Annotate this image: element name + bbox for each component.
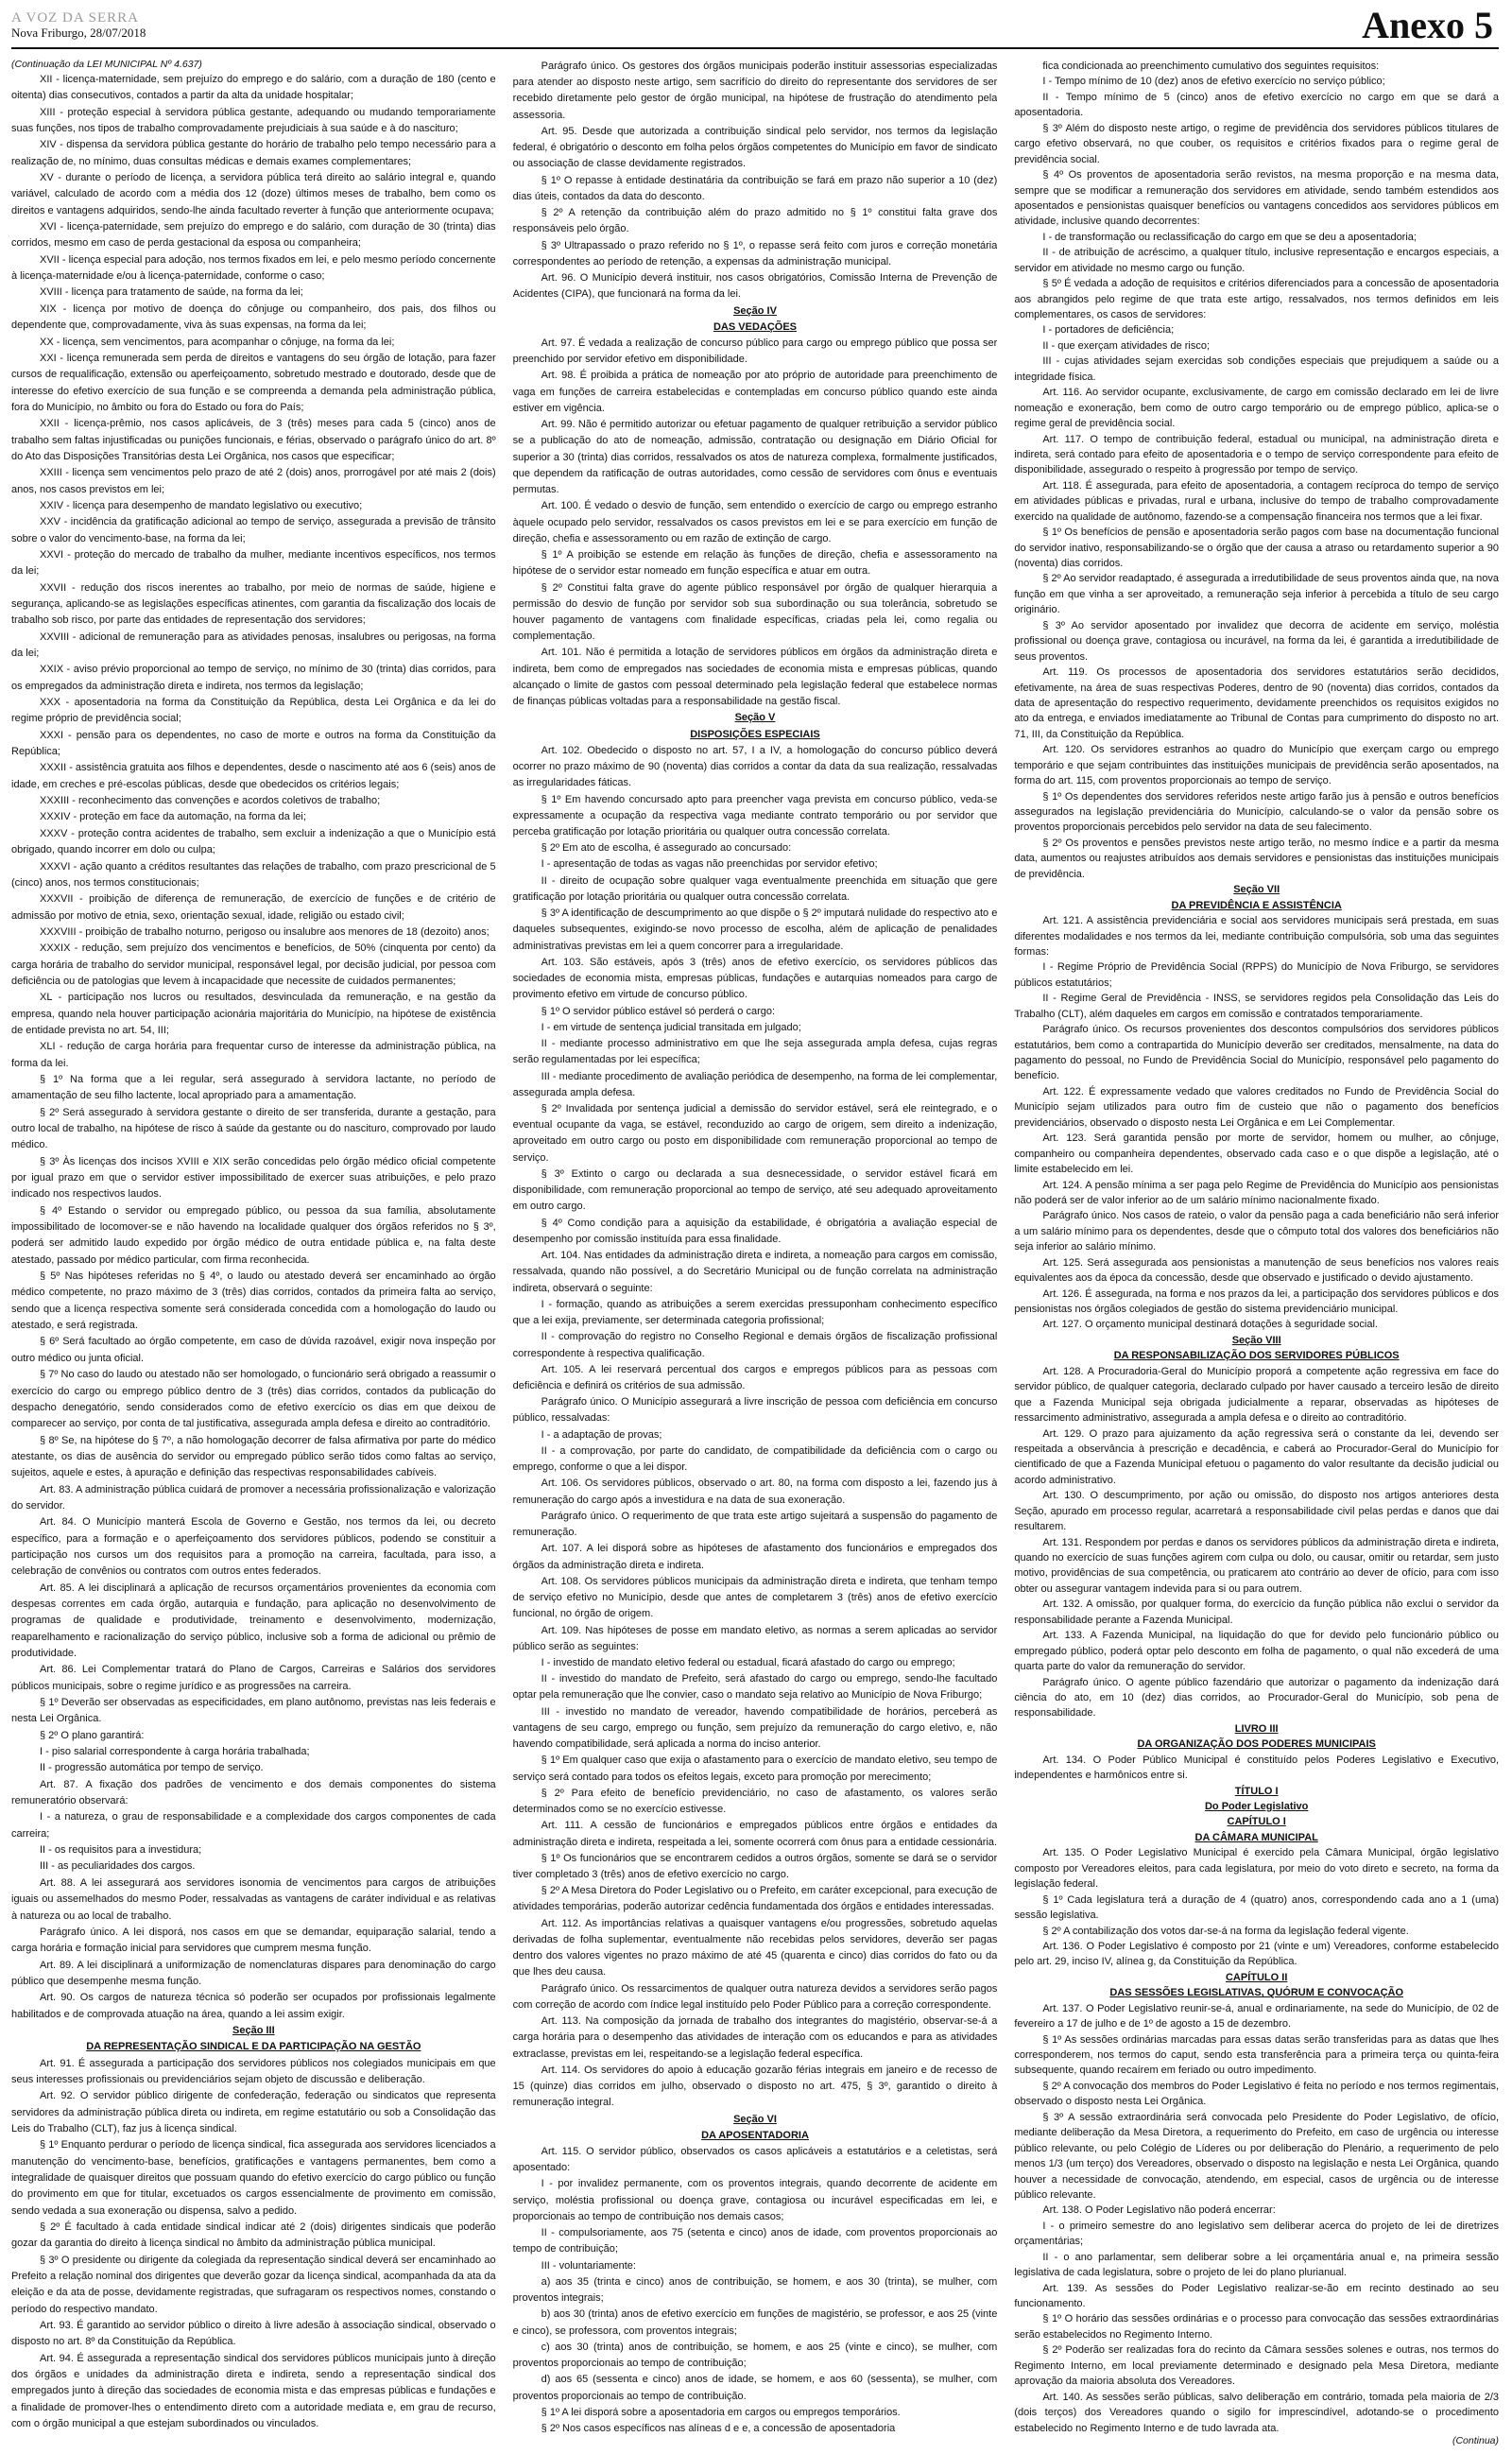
paragraph: § 5º Nas hipóteses referidas no § 4º, o laudo ou atestado deverá ser encaminhado ao órgão médico competente, no prazo máximo de 3 (três) dias corridos, contados da primeira falta ao serviço, sendo que a licença respectiva somente será considerada concedida com a homologação do laudo ou atestado, e será registrada.	[11, 1270, 496, 1332]
paragraph: Art. 117. O tempo de contribuição federal, estadual ou municipal, na administração direta e indireta, será contado para efeito de aposentadoria e o tempo de serviço correspondente para efeito de disponibilidade, assegurado o respeito à progressão por tempo de serviço.	[1014, 433, 1500, 476]
paragraph: XIII - proteção especial à servidora pública gestante, adequando ou mudando temporariamente suas funções, nos tipos de trabalho comprovadamente prejudiciais à sua saúde e à do nascituro;	[11, 106, 496, 135]
section-heading: DAS VEDAÇÕES	[713, 320, 798, 333]
paragraph: Art. 140. As sessões serão públicas, salvo deliberação em contrário, tomada pela maioria de 2/3 (dois terços) dos Vereadores quando o sigilo for imprescindível, adotando-se o procedimento estabelecido no Regimento Interno e de tudo lavrada ata.	[1014, 2391, 1500, 2434]
paragraph: Art. 91. É assegurada a participação dos servidores públicos nos colegiados municipais em que seus interesses profissionais ou previdenciários sejam objeto de discussão e deliberação.	[11, 2057, 496, 2085]
paragraph: § 2º A retenção da contribuição além do prazo admitido no § 1º constitui falta grave dos responsáveis pelo órgão.	[512, 207, 998, 235]
paragraph: Art. 121. A assistência previdenciária e social aos servidores municipais será prestada, em suas diferentes modalidades e nos termos da lei, mediante contribuição compulsória, sob uma das seguintes formas:	[1014, 915, 1500, 958]
paragraph: § 6º Será facultado ao órgão competente, em caso de dúvida razoável, exigir nova inspeção por outro médico ou junta oficial.	[11, 1336, 496, 1364]
paragraph: § 1º Os benefícios de pensão e aposentadoria serão pagos com base na documentação funcional do servidor inativo, responsabilizando-se o órgão que der causa a atraso ou retardamento superior a 90 (noventa) dias corridos.	[1014, 527, 1500, 569]
section-heading: Do Poder Legislativo	[1204, 1801, 1309, 1812]
paragraph: XXVIII - adicional de remuneração para as atividades penosas, insalubres ou perigosas, na forma da lei;	[11, 631, 496, 660]
paragraph: XXXIV - proteção em face da automação, na forma da lei;	[40, 811, 306, 823]
paragraph: § 2º Será assegurado à servidora gestante o direito de ser transferida, durante a gestação, para outro local de trabalho, na hipótese de risco à saúde da gestante ou do nascituro, comprovado por laudo médico.	[11, 1106, 496, 1151]
section-heading: DAS SESSÕES LEGISLATIVAS, QUÓRUM E CONVOCAÇÃO	[1109, 1987, 1404, 1999]
paragraph: XXXII - assistência gratuita aos filhos e dependentes, desde o nascimento até aos 6 (seis) anos de idade, em creches e pré-escolas públicas, desde que obedecidos os critérios legais;	[11, 762, 496, 790]
paragraph: I - portadores de deficiência;	[1042, 324, 1175, 337]
paragraph: XXII - licença-prêmio, nos casos aplicáveis, de 3 (três) meses para cada 5 (cinco) anos de trabalho sem faltas injustificadas ou punições funcionais, e férias, observado o parágrafo único do art. 8º do Ato das Disposições Transitórias desta Lei Orgânica, nos casos que especificar;	[11, 418, 496, 462]
paragraph: § 2º O plano garantirá:	[40, 1729, 145, 1741]
paragraph: Art. 139. As sessões do Poder Legislativo realizar-se-ão em recinto destinado ao seu funcionamento.	[1014, 2282, 1500, 2309]
paragraph: § 3º Ultrapassado o prazo referido no § 1º, o repasse será feito com juros e correção monetária correspondentes ao período de retenção, a expensas da administração municipal.	[512, 239, 998, 268]
paragraph: XVI - licença-paternidade, sem prejuízo do emprego e do salário, com duração de 30 (trinta) dias corridos, mesmo em caso de perda gestacional da esposa ou companheira;	[11, 221, 496, 250]
paragraph: § 2º A contabilização dos votos dar-se-á na forma da legislação federal vigente.	[1042, 1925, 1409, 1937]
paragraph: I - investido de mandato eletivo federal ou estadual, ficará afastado do cargo ou emprego;	[541, 1656, 955, 1668]
paragraph: § 1º Os dependentes dos servidores referidos neste artigo farão jus à pensão e outros benefícios assegurados na legislação previdenciária do Município, calculando-se o valor da pensão sobre os proventos proporcionais percebidos pelo servidor na data de seu falecimento.	[1014, 790, 1500, 834]
masthead	[11, 4, 1499, 49]
paragraph: Art. 134. O Poder Público Municipal é constituído pelos Poderes Legislativo e Executivo, independentes e harmônicos entre si.	[1014, 1754, 1500, 1782]
paragraph: § 1º Em havendo concursado apto para preencher vaga prevista em concurso público, veda-se expressamente a ocupação da respectiva vaga mediante contrato temporário ou por servidor que perceba gratificação por lotação prioritária ou qualquer outra concessão correlata.	[512, 793, 998, 838]
paragraph: Art. 109. Nas hipóteses de posse em mandato eletivo, as normas a serem aplicadas ao servidor público serão as seguintes:	[512, 1624, 998, 1652]
paragraph: XII - licença-maternidade, sem prejuízo do emprego e do salário, com a duração de 180 (cento e oitenta) dias consecutivos, contados a partir da alta da unidade hospitalar;	[11, 74, 496, 102]
paragraph: Art. 106. Os servidores públicos, observado o art. 80, na forma com disposto a lei, fazendo jus à remuneração do cargo após a investidura e na data de sua exoneração.	[512, 1478, 998, 1506]
paragraph: § 2º A convocação dos membros do Poder Legislativo é feita no período e nos termos regimentais, observado o disposto nesta Lei Orgânica.	[1014, 2080, 1500, 2108]
paragraph: Art. 130. O descumprimento, por ação ou omissão, do disposto nos artigos anteriores desta Seção, apurado em processo regular, acarretará a responsabilidade civil pelas perdas e danos que dai resultarem.	[1014, 1490, 1500, 1533]
paragraph: § 2º Para efeito de benefício previdenciário, no caso de afastamento, os valores serão determinados como se no exercício estivesse.	[512, 1787, 998, 1816]
paragraph: XXXI - pensão para os dependentes, no caso de morte e outros na forma da Constituição da República;	[11, 729, 496, 758]
paragraph: § 2º Constitui falta grave do agente público responsável por órgão de qualquer hierarquia a permissão do desvio de função por servidor sob sua subordinação ou sua tolerância, sobretudo se houver pagamento de vantagens com finalidade específicas, criadas pela lei, como regalia ou complementação.	[512, 581, 998, 643]
paragraph: Art. 104. Nas entidades da administração direta e indireta, a nomeação para cargos em comissão, ressalvada, quando não possível, a do Secretário Municipal ou de função correlata na administração indireta, observará o seguinte:	[512, 1250, 998, 1294]
paragraph: Art. 96. O Município deverá instituir, nos casos obrigatórios, Comissão Interna de Prevenção de Acidentes (CIPA), que funcionará na forma da lei.	[512, 272, 998, 301]
section-heading: DA CÂMARA MUNICIPAL	[1194, 1831, 1318, 1843]
paragraph: Art. 120. Os servidores estranhos ao quadro do Município que exerçam cargo ou emprego temporário e que sejam contribuintes das instituições municipais de previdência serão aposentados, na forma do art. 115, com proventos proporcionais ao tempo de serviço.	[1014, 744, 1500, 787]
paragraph: XX - licença, sem vencimentos, para acompanhar o cônjuge, na forma da lei;	[40, 336, 395, 348]
section-heading: DA REPRESENTAÇÃO SINDICAL E DA PARTICIPAÇÃO NA GESTÃO	[86, 2041, 421, 2053]
paragraph: Art. 85. A lei disciplinará a aplicação de recursos orçamentários provenientes da economia com despesas correntes em cada órgão, autarquia e fundação, para aplicação no desenvolvimento de programas de qualidade e produtividade, treinamento e desenvolvimento, modernização, reaparelhamento e racionalização do serviço público, inclusive sob a forma de adicional ou prêmio de produtividade.	[11, 1581, 496, 1659]
paragraph: XXX - aposentadoria na forma da Constituição da República, desta Lei Orgânica e da lei do regime próprio de previdência social;	[11, 697, 496, 725]
paragraph: XIV - dispensa da servidora pública gestante do horário de trabalho pelo tempo necessário para a realização de, no mínimo, duas consultas médicas e demais exames complementares;	[11, 139, 496, 167]
paragraph: § 3º Além do disposto neste artigo, o regime de previdência dos servidores públicos titulares de cargo efetivo observará, no que couber, os requisitos e critérios fixados para o regime geral de previdência social.	[1014, 122, 1500, 165]
paragraph: III - voluntariamente:	[541, 2259, 636, 2272]
paragraph: § 1º O servidor público estável só perderá o cargo:	[541, 1005, 776, 1017]
paragraph: Art. 93. É garantido ao servidor público o direito à livre adesão à associação sindical, observado o disposto no art. 8º da Constituição da República.	[11, 2320, 496, 2348]
paragraph: § 2º É facultado à cada entidade sindical indicar até 2 (dois) dirigentes sindicais que poderão gozar da garantia do direito à licença sindical no âmbito da administração pública municipal.	[11, 2221, 496, 2250]
paragraph: Art. 83. A administração pública cuidará de promover a necessária profissionalização e valorização do servidor.	[11, 1483, 496, 1512]
paragraph: III - mediante procedimento de avaliação periódica de desempenho, na forma de lei complementar, assegurada ampla defesa.	[512, 1070, 998, 1098]
paragraph: c) aos 30 (trinta) anos de contribuição, se homem, e aos 25 (vinte e cinco), se mulher, com proventos proporcionais ao tempo de contribuição;	[512, 2341, 998, 2370]
paragraph: Parágrafo único. Os gestores dos órgãos municipais poderão instituir assessorias especializadas para atender ao disposto neste artigo, sem sacrifício do direito do representante dos servidores de ser recebido diretamente pelo gestor de órgão municipal, na hipótese de frustração do atendimento pela assessoria.	[512, 60, 998, 121]
paragraph: Art. 89. A lei disciplinará a uniformização de nomenclaturas dispares para denominação do cargo público que desempenhe mesma função.	[11, 1959, 496, 1987]
paragraph: Art. 97. É vedada a realização de concurso público para cargo ou emprego público que possa ser preenchido por servidor efetivo em disponibilidade.	[512, 337, 998, 366]
text-columns	[11, 59, 1499, 2445]
paragraph: Art. 84. O Município manterá Escola de Governo e Gestão, nos termos da lei, ou decreto específico, para a formação e o aperfeiçoamento dos servidores públicos, podendo se constituir a participação nos cursos um dos requisitos para a promoção na carreira, facultada, para isso, a celebração de convênios ou contratos com outros entes federados.	[11, 1516, 496, 1578]
paragraph: Art. 112. As importâncias relativas a quaisquer vantagens e/ou progressões, sobretudo aquelas derivadas de folha suplementar, eventualmente não recebidas pelos servidores, deverão ser pagas dentro dos valores vigentes no prazo máximo de até 45 (quarenta e cinco) dias corridos do fato ou da que lhes deu causa.	[512, 1917, 998, 1979]
paragraph: § 7º No caso do laudo ou atestado não ser homologado, o funcionário será obrigado a reassumir o exercício do cargo ou emprego público dentro de 3 (três) dias corridos, contados da publicação do despacho denegatório, sendo considerados como de efetivo exercício os dias em que deixou de comparecer ao serviço, por conta de tal justificativa, assegurada ampla defesa e direito ao contraditório.	[11, 1369, 496, 1430]
section-heading: DA APOSENTADORIA	[701, 2129, 809, 2141]
paragraph: XXIII - licença sem vencimentos pelo prazo de até 2 (dois) anos, prorrogável por até mais 2 (dois) anos, nos casos previstos em lei;	[11, 467, 496, 495]
paragraph: § 1º As sessões ordinárias marcadas para essas datas serão transferidas para as datas que lhes corresponderem, nos termos do caput, sendo esta transferência para a primeira terça ou quinta-feira subsequente, quando recaírem em feriado ou outro impedimento.	[1014, 2033, 1500, 2077]
paragraph: II - progressão automática por tempo de serviço.	[40, 1762, 264, 1774]
paragraph: fica condicionada ao preenchimento cumulativo dos seguintes requisitos:	[1042, 60, 1380, 72]
paragraph: Parágrafo único. O agente público fazendário que autorizar o pagamento da indenização dará ciência do ato, em 10 (dez) dias corridos, ao Procurador-Geral do Município, sob pena de responsabilidade.	[1014, 1676, 1500, 1720]
paragraph: XXV - incidência da gratificação adicional ao tempo de serviço, assegurada a previsão de trânsito sobre o valor do vencimento-base, na forma da lei;	[11, 516, 496, 544]
paragraph: Art. 86. Lei Complementar tratará do Plano de Cargos, Carreiras e Salários dos servidores públicos municipais, sobre o regime jurídico e as progressões na carreira.	[11, 1664, 496, 1692]
paragraph: b) aos 30 (trinta) anos de efetivo exercício em funções de magistério, se professor, e aos 25 (vinte e cinco), se professora, com proventos integrais;	[512, 2308, 998, 2337]
paragraph: II - a comprovação, por parte do candidato, de compatibilidade da deficiência com o cargo ou emprego, conforme o que a lei dispor.	[512, 1444, 998, 1474]
paragraph: II - Regime Geral de Previdência - INSS, se servidores regidos pela Consolidação das Leis do Trabalho (CLT), além daqueles em cargos em comissão e contratados temporariamente.	[1014, 993, 1500, 1020]
publication-date: Nova Friburgo, 28/07/2018	[11, 26, 146, 40]
paragraph: XVIII - licença para tratamento de saúde, na forma da lei;	[40, 286, 303, 299]
paragraph: I - Regime Próprio de Previdência Social (RPPS) do Município de Nova Friburgo, se servidores públicos estatutários;	[1014, 961, 1500, 989]
paragraph: Art. 101. Não é permitida a lotação de servidores públicos em órgãos da administração direta e indireta, bem como de empregados nas sociedades de economia mista e empresas públicas, quando alcançado o limite de gastos com pessoal determinado pela legislação federal que estabelece normas de finanças públicas voltadas para a responsabilidade na gestão fiscal.	[512, 647, 998, 708]
paragraph: III - as peculiaridades dos cargos.	[40, 1860, 196, 1873]
paragraph: I - a natureza, o grau de responsabilidade e a complexidade dos cargos componentes de cada carreira;	[11, 1811, 496, 1840]
paragraph: § 5º É vedada a adoção de requisitos e critérios diferenciados para a concessão de aposentadoria aos abrangidos pelo regime de que trata este artigo, ressalvados, nos termos definidos em leis complementares, os casos de servidores:	[1014, 278, 1500, 320]
paragraph: Art. 122. É expressamente vedado que valores creditados no Fundo de Previdência Social do Município sejam utilizados para outro fim de custeio que não o pagamento dos benefícios previdenciários, observado o disposto nesta Lei Orgânica e em Lei Complementar.	[1014, 1085, 1500, 1129]
continuation-note: (Continuação da LEI MUNICIPAL Nº 4.637)	[11, 59, 202, 70]
paragraph: Parágrafo único. O Município assegurará a livre inscrição de pessoa com deficiência em concurso público, ressalvadas:	[512, 1396, 998, 1425]
paragraph: XXI - licença remunerada sem perda de direitos e vantagens do seu órgão de lotação, para fazer cursos de requalificação, extensão ou aperfeiçoamento, sobretudo mestrado e doutorado, desde que de interesse do efetivo exercício de sua função e se compreenda a demanda pela administração pública, fora do Município, no âmbito ou fora do Estado ou fora do País;	[11, 352, 496, 413]
paragraph: Art. 113. Na composição da jornada de trabalho dos integrantes do magistério, observar-se-á a carga horária para o desempenho das atividades de interação com os educandos e para as atividades extraclasse, previstas em lei, respeitando-se a legislação federal específica.	[512, 2015, 998, 2060]
paragraph: Art. 128. A Procuradoria-Geral do Município proporá a competente ação regressiva em face do servidor público, de qualquer categoria, declarado culpado por haver causado a terceiro lesão de direito que a Fazenda Municipal seja obrigada judicialmente a reparar, observadas as hipóteses de ressarcimento administrativo, assegurada a ampla defesa e o direito ao contraditório.	[1014, 1365, 1500, 1425]
paragraph: I - formação, quando as atribuições a serem exercidas pressuponham conhecimento específico que a lei exija, previamente, ser determinada categoria profissional;	[512, 1298, 998, 1327]
paragraph: XXXIII - reconhecimento das convenções e acordos coletivos de trabalho;	[40, 795, 381, 807]
paragraph: Art. 124. A pensão mínima a ser paga pelo Regime de Previdência do Município aos pensionistas não poderá ser de valor inferior ao de um salário mínimo nacionalmente fixado.	[1014, 1179, 1500, 1206]
paragraph: § 1º Cada legislatura terá a duração de 4 (quatro) anos, correspondendo cada ano a 1 (uma) sessão legislativa.	[1014, 1893, 1500, 1922]
column-2	[513, 59, 998, 2445]
paragraph: Art. 100. É vedado o desvio de função, sem entendido o exercício de cargo ou emprego estranho àquele ocupado pelo servidor, ressalvados os casos previstos em lei e se para exercício em função de direção, chefia e assessoramento ou em razão de extinção de cargo.	[512, 500, 998, 544]
paragraph: § 1º Enquanto perdurar o período de licença sindical, fica assegurada aos servidores licenciados a manutenção do vencimento-base, benefícios, gratificações e vantagens permanentes, bem como a integralidade de quaisquer direitos que possuam quando do efetivo exercício do cargo público ou função do provimento em que for titular, excetuados os cargos essencialmente de provimento em comissão, sendo vedada a sua exoneração ou dispensa, salvo a pedido.	[11, 2139, 496, 2217]
section-heading: Seção IV	[733, 304, 777, 317]
paragraph: I - a adaptação de provas;	[541, 1428, 662, 1441]
paragraph: XXXVI - ação quanto a créditos resultantes das relações de trabalho, com prazo prescricional de 5 (cinco) anos, nos termos constitucionais;	[11, 860, 496, 889]
paragraph: Art. 135. O Poder Legislativo Municipal é exercido pela Câmara Municipal, órgão legislativo composto por Vereadores eleitos, para cada legislatura, por meio do voto direto e secreto, na forma da legislação federal.	[1014, 1847, 1500, 1891]
paragraph: d) aos 65 (sessenta e cinco) anos de idade, se homem, e aos 60 (sessenta), se mulher, com proventos proporcionais ao tempo de contribuição.	[512, 2374, 998, 2402]
paragraph: Art. 115. O servidor público, observados os casos aplicáveis a estatutários e a celetistas, será aposentado:	[512, 2146, 998, 2174]
paragraph: I - em virtude de sentença judicial transitada em julgado;	[541, 1021, 801, 1033]
paragraph: I - apresentação de todas as vagas não preenchidas por servidor efetivo;	[541, 858, 878, 871]
paragraph: XVII - licença especial para adoção, nos termos fixados em lei, e pelo mesmo período concernente à licença-maternidade e/ou à licença-paternidade, conforme o caso;	[11, 253, 496, 283]
section-heading: DA ORGANIZAÇÃO DOS PODERES MUNICIPAIS	[1137, 1738, 1376, 1751]
paragraph: § 3º A sessão extraordinária será convocada pelo Presidente do Poder Legislativo, de ofício, mediante deliberação da Mesa Diretora, a requerimento do Prefeito, em caso de urgência ou interesse público relevante, ou pelo Colégio de Líderes ou por deliberação do Plenário, a requerimento de pelo menos 1/3 (um terço) dos Vereadores, observado o disposto na legislação e nesta Lei Orgânica, quando houver a necessidade de convocação, atendendo, em especial, casos de urgência ou de interesse público relevante.	[1014, 2111, 1500, 2201]
paragraph: § 2º Invalidada por sentença judicial a demissão do servidor estável, será ele reintegrado, e o eventual ocupante da vaga, se estável, reconduzido ao cargo de origem, sem direito a indenização, aproveitado em outro cargo ou posto em disponibilidade com remuneração proporcional ao tempo de serviço.	[512, 1103, 998, 1164]
paragraph: § 3º Ao servidor aposentado por invalidez que decorra de acidente em serviço, moléstia profissional ou doença grave, contagiosa ou incurável, na forma da lei, é garantida a irredutibilidade de seus proventos.	[1014, 619, 1500, 663]
paragraph: I - por invalidez permanente, com os proventos integrais, quando decorrente de acidente em serviço, moléstia profissional ou doença grave, contagiosa ou incurável especificadas em lei, e proporcionais ao tempo de contribuição nos demais casos;	[512, 2178, 998, 2222]
paragraph: § 3º Às licenças dos incisos XVIII e XIX serão concedidas pelo órgão médico oficial competente por igual prazo em que o servidor estiver impossibilitado de exercer suas atribuições, e pelo prazo indicado nos respectivos laudos.	[11, 1155, 496, 1201]
paragraph: § 3º Extinto o cargo ou declarada a sua desnecessidade, o servidor estável ficará em disponibilidade, com remuneração proporcional ao tempo de serviço, até seu adequado aproveitamento em outro cargo.	[512, 1167, 998, 1213]
section-heading: CAPÍTULO II	[1225, 1971, 1288, 1983]
paragraph: § 2º Em ato de escolha, é assegurado ao concursado:	[541, 842, 792, 855]
paragraph: § 3º A identificação de descumprimento ao que dispõe o § 2º imputará nulidade do respectivo ato e daqueles subsequentes, exigindo-se novo processo de escolha, além de aplicação de penalidades administrativas previstas em lei a quem concorrer para a irregularidade.	[512, 907, 998, 952]
column-body	[11, 72, 496, 2433]
paragraph: § 1º Deverão ser observadas as especificidades, em plano autônomo, previstas nas leis federais e nesta Lei Orgânica.	[11, 1697, 496, 1725]
paragraph: Art. 102. Obedecido o disposto no art. 57, I a IV, a homologação do concurso público deverá ocorrer no prazo máximo de 90 (noventa) dias corridos a contar da data da sua realização, ressalvadas as irregularidades fáticas.	[512, 744, 998, 789]
section-heading: DA RESPONSABILIZAÇÃO DOS SERVIDORES PÚBLICOS	[1113, 1350, 1400, 1362]
paragraph: Art. 138. O Poder Legislativo não poderá encerrar:	[1042, 2204, 1276, 2217]
section-heading: LIVRO III	[1234, 1722, 1279, 1735]
paragraph: II - os requisitos para a investidura;	[40, 1844, 202, 1857]
section-heading: TÍTULO I	[1234, 1785, 1279, 1797]
paragraph: II - mediante processo administrativo em que lhe seja assegurada ampla defesa, cujas regras serão regulamentadas por lei específica;	[512, 1038, 998, 1066]
paragraph: Art. 87. A fixação dos padrões de vencimento e dos demais componentes do sistema remuneratório observará:	[11, 1778, 496, 1807]
paragraph: § 8º Se, na hipótese do § 7º, a não homologação decorrer de falsa afirmativa por parte do médico atestante, os dias de ausência do servidor ou empregado público serão tidos como faltas ao serviço, sujeitos, aquele e estes, à apuração e definição das respectivas responsabilidades cabíveis.	[11, 1434, 496, 1479]
paragraph: XL - participação nos lucros ou resultados, desvinculada da remuneração, e na gestão da empresa, quando nela houver participação acionária majoritária do Município, na hipótese de existência de entidade prevista no art. 54, III;	[11, 992, 496, 1036]
paragraph: § 1º O repasse à entidade destinatária da contribuição se fará em prazo não superior a 10 (dez) dias úteis, contados da data do desconto.	[512, 174, 998, 202]
section-heading: DISPOSIÇÕES ESPECIAIS	[690, 728, 820, 740]
paragraph: II - direito de ocupação sobre qualquer vaga eventualmente preenchida em situação que gere gratificação por lotação prioritária ou qualquer outra concessão correlata.	[512, 874, 998, 903]
paragraph: Parágrafo único. Os recursos provenientes dos descontos compulsórios dos servidores públicos estatutários, bem como a contrapartida do Município deverão ser creditados, mensalmente, na data do pagamento do pessoal, no Fundo de Previdência Social do Município, responsável pelo pagamento do benefício.	[1014, 1024, 1500, 1082]
paragraph: Art. 107. A lei disporá sobre as hipóteses de afastamento dos funcionários e empregados dos órgãos da administração direta e indireta.	[512, 1543, 998, 1571]
paragraph: Art. 137. O Poder Legislativo reunir-se-á, anual e ordinariamente, na sede do Município, de 02 de fevereiro a 17 de julho e de 1º de agosto a 15 de dezembro.	[1014, 2002, 1500, 2031]
paragraph: Art. 111. A cessão de funcionários e empregados públicos entre órgãos e entidades da administração direta e indireta, respeitada a lei, somente ocorrerá com ônus para a entidade cessionária.	[512, 1820, 998, 1848]
paragraph: XXIV - licença para desempenho de mandato legislativo ou executivo;	[40, 499, 363, 511]
section-heading: CAPÍTULO I	[1227, 1816, 1286, 1828]
paragraph: XXVII - redução dos riscos inerentes ao trabalho, por meio de normas de saúde, higiene e segurança, aplicando-se as legislações específicas atinentes, com garantia da fiscalização dos locais de trabalho sob risco, por parte das entidades de representação dos servidores;	[11, 581, 496, 627]
paragraph: XLI - redução de carga horária para frequentar curso de interesse da administração pública, na forma da lei.	[11, 1041, 496, 1069]
paragraph: § 2º Nos casos específicos nas alíneas d e e, a concessão de aposentadoria	[541, 2422, 896, 2434]
paragraph: II - de atribuição de acréscimo, a qualquer título, inclusive representação e encargos especiais, a servidor em atividade no mesmo cargo ou função.	[1014, 247, 1500, 274]
paragraph: XXXVIII - proibição de trabalho noturno, perigoso ou insalubre aos menores de 18 (dezoito) anos;	[40, 925, 490, 938]
paragraph: II - o ano parlamentar, sem deliberar sobre a lei orçamentária anual e, na primeira sessão legislativa de cada legislatura, sobre o projeto de lei do plano plurianual.	[1014, 2251, 1500, 2279]
section-heading: Seção VI	[733, 2113, 777, 2125]
paragraph: Art. 98. É proibida a prática de nomeação por ato próprio de autoridade para preenchimento de vaga em funções de carreira estabelecidas e contempladas em concurso público quando este ainda estiver em vigência.	[512, 370, 998, 414]
section-heading: Seção VIII	[1231, 1334, 1281, 1346]
section-heading: Seção V	[734, 712, 776, 724]
paragraph: Art. 127. O orçamento municipal destinará dotações à seguridade social.	[1042, 1319, 1378, 1331]
paragraph: Art. 99. Não é permitido autorizar ou efetuar pagamento de qualquer retribuição a servidor público se a publicação do ato de nomeação, admissão, contratação ou designação em Diário Oficial for superior a 30 (trinta) dias corridos, ressalvados os atos de natureza complexa, formalmente justificados, que dependem da ratificação de outras autoridades, como cessão de servidores com ônus e eventuais permutas.	[512, 419, 998, 496]
paragraph: XXXIX - redução, sem prejuízo dos vencimentos e benefícios, de 50% (cinquenta por cento) da carga horária de trabalho do servidor municipal, responsável legal, por decisão judicial, por pessoa com deficiência ou de patologias que levem à incapacidade que necessite de cuidados permanentes;	[11, 942, 496, 987]
paragraph: Art. 105. A lei reservará percentual dos cargos e empregos públicos para as pessoas com deficiência e definirá os critérios de sua admissão.	[512, 1363, 998, 1391]
column-3	[1014, 59, 1499, 2445]
paragraph: § 1º Na forma que a lei regular, será assegurado à servidora lactante, no período de amamentação de seu filho lactente, local apropriado para a amamentação.	[11, 1073, 496, 1102]
section-heading: DA PREVIDÊNCIA E ASSISTÊNCIA	[1171, 899, 1342, 911]
paragraph: I - de transformação ou reclassificação do cargo em que se deu a aposentadoria;	[1042, 231, 1417, 243]
paragraph: II - compulsoriamente, aos 75 (setenta e cinco) anos de idade, com proventos proporcionais ao tempo de contribuição;	[512, 2227, 998, 2255]
paragraph: II - comprovação do registro no Conselho Regional e demais órgãos de fiscalização profissional correspondente à respectiva qualificação.	[512, 1331, 998, 1359]
paragraph: § 3º O presidente ou dirigente da colegiada da representação sindical deverá ser encaminhado ao Prefeito a relação nominal dos dirigentes que deverão gozar da licença sindical, acompanhada da ata da eleição e da ata de posse, devidamente registradas, que sufragaram os respectivos nomes, constando o período do respectivo mandato.	[11, 2254, 496, 2315]
paragraph: Parágrafo único. Os ressarcimentos de qualquer outra natureza devidos a servidores serão pagos com correção de acordo com índice legal instituído pelo Poder Público para a correção correspondente.	[512, 1982, 998, 2011]
paragraph: Art. 108. Os servidores públicos municipais da administração direta e indireta, que tenham tempo de serviço efetivo no Município, desde que antes de completarem 3 (três) anos de efetivo exercício funcional, no órgão de origem.	[512, 1575, 998, 1620]
paragraph: I - Tempo mínimo de 10 (dez) anos de efetivo exercício no serviço público;	[1042, 76, 1385, 88]
paragraph: II - que exerçam atividades de risco;	[1042, 339, 1211, 352]
paragraph: Art. 132. A omissão, por qualquer forma, do exercício da função pública não exclui o servidor da responsabilidade perante a Fazenda Municipal.	[1014, 1599, 1500, 1626]
paragraph: XIX - licença por motivo de doença do cônjuge ou companheiro, dos pais, dos filhos ou dependente que, comprovadamente, viva às suas expensas, na forma da lei;	[11, 302, 496, 332]
paragraph: Art. 90. Os cargos de natureza técnica só poderão ser ocupados por profissionais legalmente habilitados e de comprovada atuação na área, quando a lei assim exigir.	[11, 1992, 496, 2020]
paragraph: § 1º A proibição se estende em relação às funções de direção, chefia e assessoramento na hipótese de o servidor estar nomeado em função específica e atuar em outra.	[512, 549, 998, 578]
section-heading: Seção VII	[1233, 884, 1280, 896]
paragraph: XXIX - aviso prévio proporcional ao tempo de serviço, no mínimo de 30 (trinta) dias corridos, para os empregados da administração direta e indireta, nos termos da legislação;	[11, 664, 496, 692]
publication-block	[11, 11, 146, 40]
paragraph: Art. 129. O prazo para ajuizamento da ação regressiva será o constante da lei, devendo ser respeitada a observância à prescrição e decadência, e caberá ao Procurador-Geral do Município for cientificado de que a Fazenda Municipal efetuou o pagamento do valor resultante da decisão judicial ou acordo administrativo.	[1014, 1427, 1500, 1486]
paragraph: § 2º Os proventos e pensões previstos neste artigo terão, no mesmo índice e a partir da mesma data, aumentos ou reajustes atribuídos aos demais servidores e pensionistas das instituições municipais de previdência.	[1014, 837, 1500, 880]
paragraph: § 2º Ao servidor readaptado, é assegurada a irredutibilidade de seus proventos ainda que, na nova função em que vinha a ser aproveitado, a remuneração seja inferior à percebida a título de seu cargo originário.	[1014, 573, 1500, 616]
annex-title: Anexo 5	[1362, 4, 1493, 46]
paragraph: Art. 119. Os processos de aposentadoria dos servidores estatutários serão decididos, efetivamente, na área de suas respectivas Poderes, dentro de 90 (noventa) dias corridos, contados da data de apresentação do respectivo requerimento, devidamente preenchidos os requisitos exigidos no ato da entrega, e enviados imediatamente ao Tribunal de Contas para cumprimento do disposto no art. 71, III, da Constituição da República.	[1014, 666, 1500, 740]
paragraph: Art. 126. É assegurada, na forma e nos prazos da lei, a participação dos servidores públicos e dos pensionistas nos órgãos colegiados de gestão do sistema previdenciário municipal.	[1014, 1287, 1500, 1315]
paragraph: Parágrafo único. A lei disporá, nos casos em que se demandar, equiparação salarial, tendo a carga horária e formação inicial para servidores que cumprem mesma função.	[11, 1926, 496, 1955]
paragraph: XXVI - proteção do mercado de trabalho da mulher, mediante incentivos específicos, nos termos da lei;	[11, 548, 496, 578]
publication-name: A VOZ DA SERRA	[11, 10, 139, 26]
paragraph: III - investido no mandato de vereador, havendo compatibilidade de horários, perceberá as vantagens de seu cargo, emprego ou função, sem prejuízo da remuneração do cargo eletivo, e, não havendo compatibilidade, será aplicada a norma do inciso anterior.	[512, 1705, 998, 1751]
paragraph: III - cujas atividades sejam exercidas sob condições especiais que prejudiquem a saúde ou a integridade física.	[1014, 355, 1500, 383]
paragraph: § 2º A Mesa Diretora do Poder Legislativo ou o Prefeito, em caráter excepcional, para execução de atividades temporárias, poderão autorizar cedência fundamentada dos órgãos e entidades interessadas.	[512, 1885, 998, 1913]
paragraph: Art. 136. O Poder Legislativo é composto por 21 (vinte e um) Vereadores, conforme estabelecido pelo art. 29, inciso IV, alínea g, da Constituição da República.	[1014, 1940, 1500, 1968]
paragraph: Parágrafo único. O requerimento de que trata este artigo sujeitará a suspensão do pagamento de remuneração.	[512, 1510, 998, 1539]
section-heading: Seção III	[232, 2024, 275, 2036]
paragraph: Art. 123. Será garantida pensão por morte de servidor, homem ou mulher, ao cônjuge, companheiro ou companheira dependentes, observado cada caso e o que dispõe a legislação, até o limite estabelecido em lei.	[1014, 1132, 1500, 1176]
paragraph: a) aos 35 (trinta e cinco) anos de contribuição, se homem, e aos 30 (trinta), se mulher, com proventos integrais;	[512, 2275, 998, 2305]
paragraph: Art. 125. Será assegurada aos pensionistas a manutenção de seus benefícios nos valores reais equivalentes aos da época da concessão, desde que observado e justificado o devido ajustamento.	[1014, 1256, 1500, 1285]
paragraph: § 4º Os proventos de aposentadoria serão revistos, na mesma proporção e na mesma data, sempre que se modificar a remuneração dos servidores em atividade, sendo também estendidos aos aposentados e pensionistas quaisquer benefícios ou vantagens concedidos aos servidores públicos em atividade, inclusive quando decorrentes:	[1014, 169, 1500, 228]
paragraph: II - Tempo mínimo de 5 (cinco) anos de efetivo exercício no cargo em que se dará a aposentadoria.	[1014, 91, 1500, 119]
column-body	[513, 59, 998, 2437]
paragraph: Art. 133. A Fazenda Municipal, na liquidação do que for devido pelo funcionário público ou empregado público, poderá optar pelo desconto em folha de pagamento, o qual não excederá de uma quarta parte do valor da remuneração do servidor.	[1014, 1630, 1500, 1673]
paragraph: § 1º A lei disporá sobre a aposentadoria em cargos ou empregos temporários.	[541, 2406, 901, 2418]
paragraph: § 4º Como condição para a aquisição da estabilidade, é obrigatória a avaliação especial de desempenho por comissão instituída para essa finalidade.	[512, 1217, 998, 1245]
paragraph: XXXV - proteção contra acidentes de trabalho, sem excluir a indenização a que o Município está obrigado, quando incorrer em dolo ou culpa;	[11, 827, 496, 856]
paragraph: Art. 94. É assegurada a representação sindical dos servidores públicos municipais junto à direção dos órgãos e unidades da administração direta e indireta, sendo a representação sindical dos empregados junto à direção das sociedades de economia mista e das empresas públicas e fundações e a finalidade de promover-lhes o entendimento direto com a autoridade mediata e, em grau de recurso, com o órgão municipal a que estejam subordinados ou vinculados.	[11, 2352, 496, 2430]
paragraph: § 1º Os funcionários que se encontrarem cedidos a outros órgãos, somente se dará se o servidor tiver completado 3 (três) anos de efetivo exercício no cargo.	[512, 1852, 998, 1881]
paragraph: Art. 92. O servidor público dirigente de confederação, federação ou sindicatos que representa servidores da administração pública direta ou indireta, em regime estatutário ou sob a Consolidação das Leis do Trabalho (CLT), faz jus à licença sindical.	[11, 2090, 496, 2134]
paragraph: Art. 103. São estáveis, após 3 (três) anos de efetivo exercício, os servidores públicos das sociedades de economia mista, empresas públicas, fundações e autarquias nomeados para cargo de provimento efetivo em virtude de concurso público.	[512, 956, 998, 1001]
paragraph: Art. 88. A lei assegurará aos servidores isonomia de vencimentos para cargos de atribuições iguais ou assemelhados do mesmo Poder, ressalvadas as vantagens de caráter individual e as relativas à natureza ou ao local de trabalho.	[11, 1876, 496, 1922]
paragraph: I - piso salarial correspondente à carga horária trabalhada;	[40, 1746, 310, 1758]
paragraph: § 4º Estando o servidor ou empregado público, ou pessoa da sua família, absolutamente impossibilitado de locomover-se e não havendo na localidade qualquer dos órgãos referidos no § 3º, poderá ser admitido laudo expedido por órgão médico de outra entidade pública e, na falta deste atestado, passado por médico particular, com firma reconhecida.	[11, 1204, 496, 1266]
paragraph: Parágrafo único. Nos casos de rateio, o valor da pensão paga a cada beneficiário não será inferior a um salário mínimo para os dependentes, desde que o cômputo total dos valores dos beneficiários não seja inferior ao salário mínimo.	[1014, 1210, 1500, 1253]
paragraph: § 1º O horário das sessões ordinárias e o processo para convocação das sessões extraordinárias serão estabelecidos no Regimento Interno.	[1014, 2313, 1500, 2341]
paragraph: Art. 131. Respondem por perdas e danos os servidores públicos da administração direta e indireta, quando no exercício de suas funções agirem com culpa ou dolo, ou causar, omitir ou retardar, sem justo motivo, providências de sua competência, ou praticarem ato contrário ao dever de ofício, para com isso obter ou assegurar vantagem indevida para si ou para outrem.	[1014, 1536, 1500, 1595]
paragraph: I - o primeiro semestre do ano legislativo sem deliberar acerca do projeto de lei de diretrizes orçamentárias;	[1014, 2220, 1500, 2248]
continued-note: (Continua)	[1452, 2435, 1499, 2446]
paragraph: Art. 114. Os servidores do apoio à educação gozarão férias integrais em janeiro e de recesso de 15 (quinze) dias corridos em julho, observado o disposto no art. 475, § 3º, garantido o direito à remuneração integral.	[512, 2064, 998, 2109]
paragraph: XXXVII - proibição de diferença de remuneração, de exercício de funções e de critério de admissão por motivo de etnia, sexo, orientação sexual, idade, religião ou estado civil;	[11, 893, 496, 922]
paragraph: II - investido do mandato de Prefeito, será afastado do cargo ou emprego, sendo-lhe facultado optar pela remuneração que lhe convier, caso o mandato seja relativo ao Município de Nova Friburgo;	[512, 1673, 998, 1702]
paragraph: Art. 118. É assegurada, para efeito de aposentadoria, a contagem recíproca do tempo de serviço em atividades públicas e privadas, rural e urbana, inclusive do tempo de trabalho comprovadamente exercido na qualidade de autônomo, fazendo-se a compensação financeira nos termos que a lei fixar.	[1014, 479, 1500, 523]
paragraph: XV - durante o período de licença, a servidora pública terá direito ao salário integral e, quando variável, calculado de acordo com a média dos 12 (doze) últimos meses de trabalho, bem como os direitos e vantagens adquiridos, sendo-lhe ainda facultado reverter à função que anteriormente ocupava;	[11, 172, 496, 216]
paragraph: Art. 95. Desde que autorizada a contribuição sindical pelo servidor, nos termos da legislação federal, é obrigatório o desconto em folha pelos órgãos competentes do Município em favor de sindicato ou associação de classe devidamente registrados.	[512, 125, 998, 170]
paragraph: § 1º Em qualquer caso que exija o afastamento para o exercício de mandato eletivo, seu tempo de serviço será contado para todos os efeitos legais, exceto para promoção por merecimento;	[512, 1754, 998, 1783]
paragraph: Art. 116. Ao servidor ocupante, exclusivamente, de cargo em comissão declarado em lei de livre nomeação e exoneração, bem como de outro cargo temporário ou de emprego público, aplica-se o regime geral de previdência social.	[1014, 387, 1500, 430]
paragraph: § 2º Poderão ser realizadas fora do recinto da Câmara sessões solenes e outras, nos termos do Regimento Interno, em local previamente determinado e designado pela Mesa Diretora, mediante aprovação da maioria absoluta dos Vereadores.	[1014, 2344, 1500, 2388]
column-1	[11, 59, 496, 2445]
column-body	[1014, 59, 1499, 2436]
